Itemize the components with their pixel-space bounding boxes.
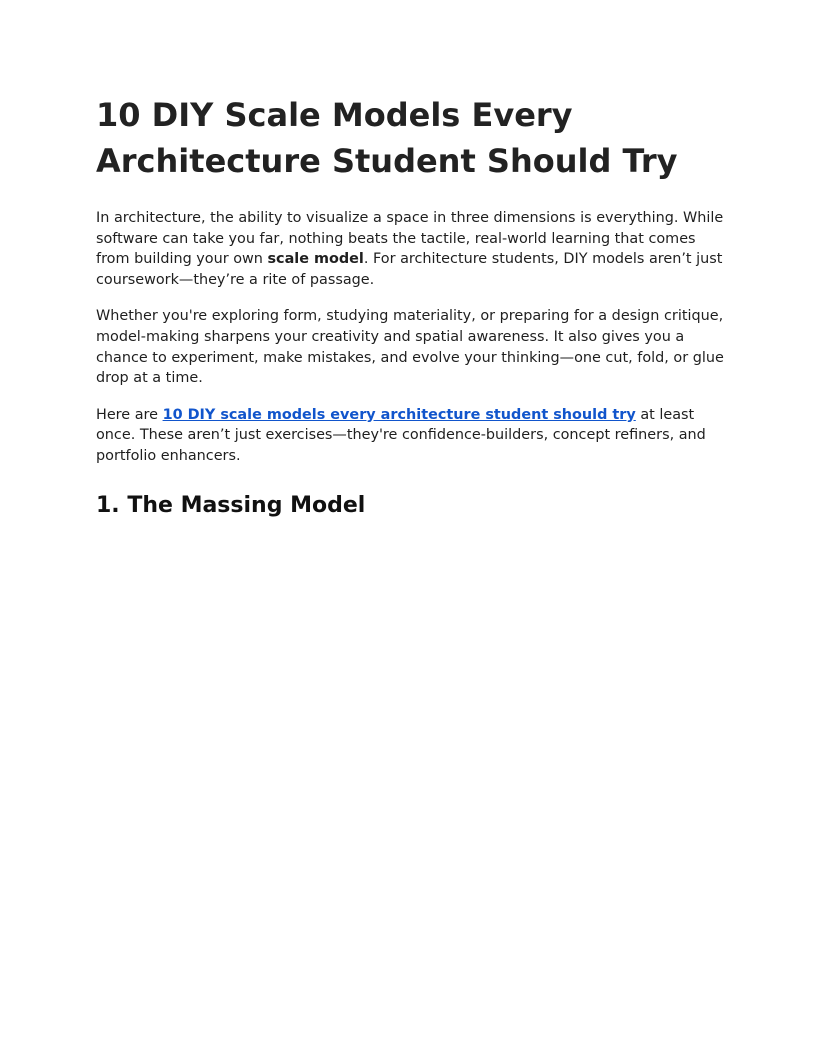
article-title: 10 DIY Scale Models Every Architecture Student Should Try <box>96 96 678 180</box>
intro-text-start: In architecture, the ability to visualize a space in three dimensions is everything. While software can take you far, nothing beats the tactile, real-world learning that comes from building your own <box>96 210 724 268</box>
list-intro-text-start: Here are <box>96 406 163 423</box>
intro-paragraph <box>96 208 726 290</box>
intro-bold-term: scale model <box>267 251 364 268</box>
section-heading-massing-model: 1. The Massing Model <box>96 492 366 518</box>
body-paragraph: Whether you're exploring form, studying materiality, or preparing for a design critique, model-making sharpens your creativity and spatial awareness. It also gives you a chance to experiment, make mistakes, and evolve your thinking—one cut, fold, or glue drop at a time. <box>96 308 724 387</box>
intro-text-end: . For architecture students, DIY models aren’t just coursework—they’re a rite of passage. <box>96 251 723 288</box>
list-intro-paragraph <box>96 405 726 467</box>
scale-models-link[interactable]: 10 DIY scale models every architecture student should try <box>162 406 636 423</box>
list-intro-text-end: at least once. These aren’t just exercises—they're confidence-builders, concept refiners, and portfolio enhancers. <box>96 406 706 464</box>
document-page <box>96 92 726 521</box>
